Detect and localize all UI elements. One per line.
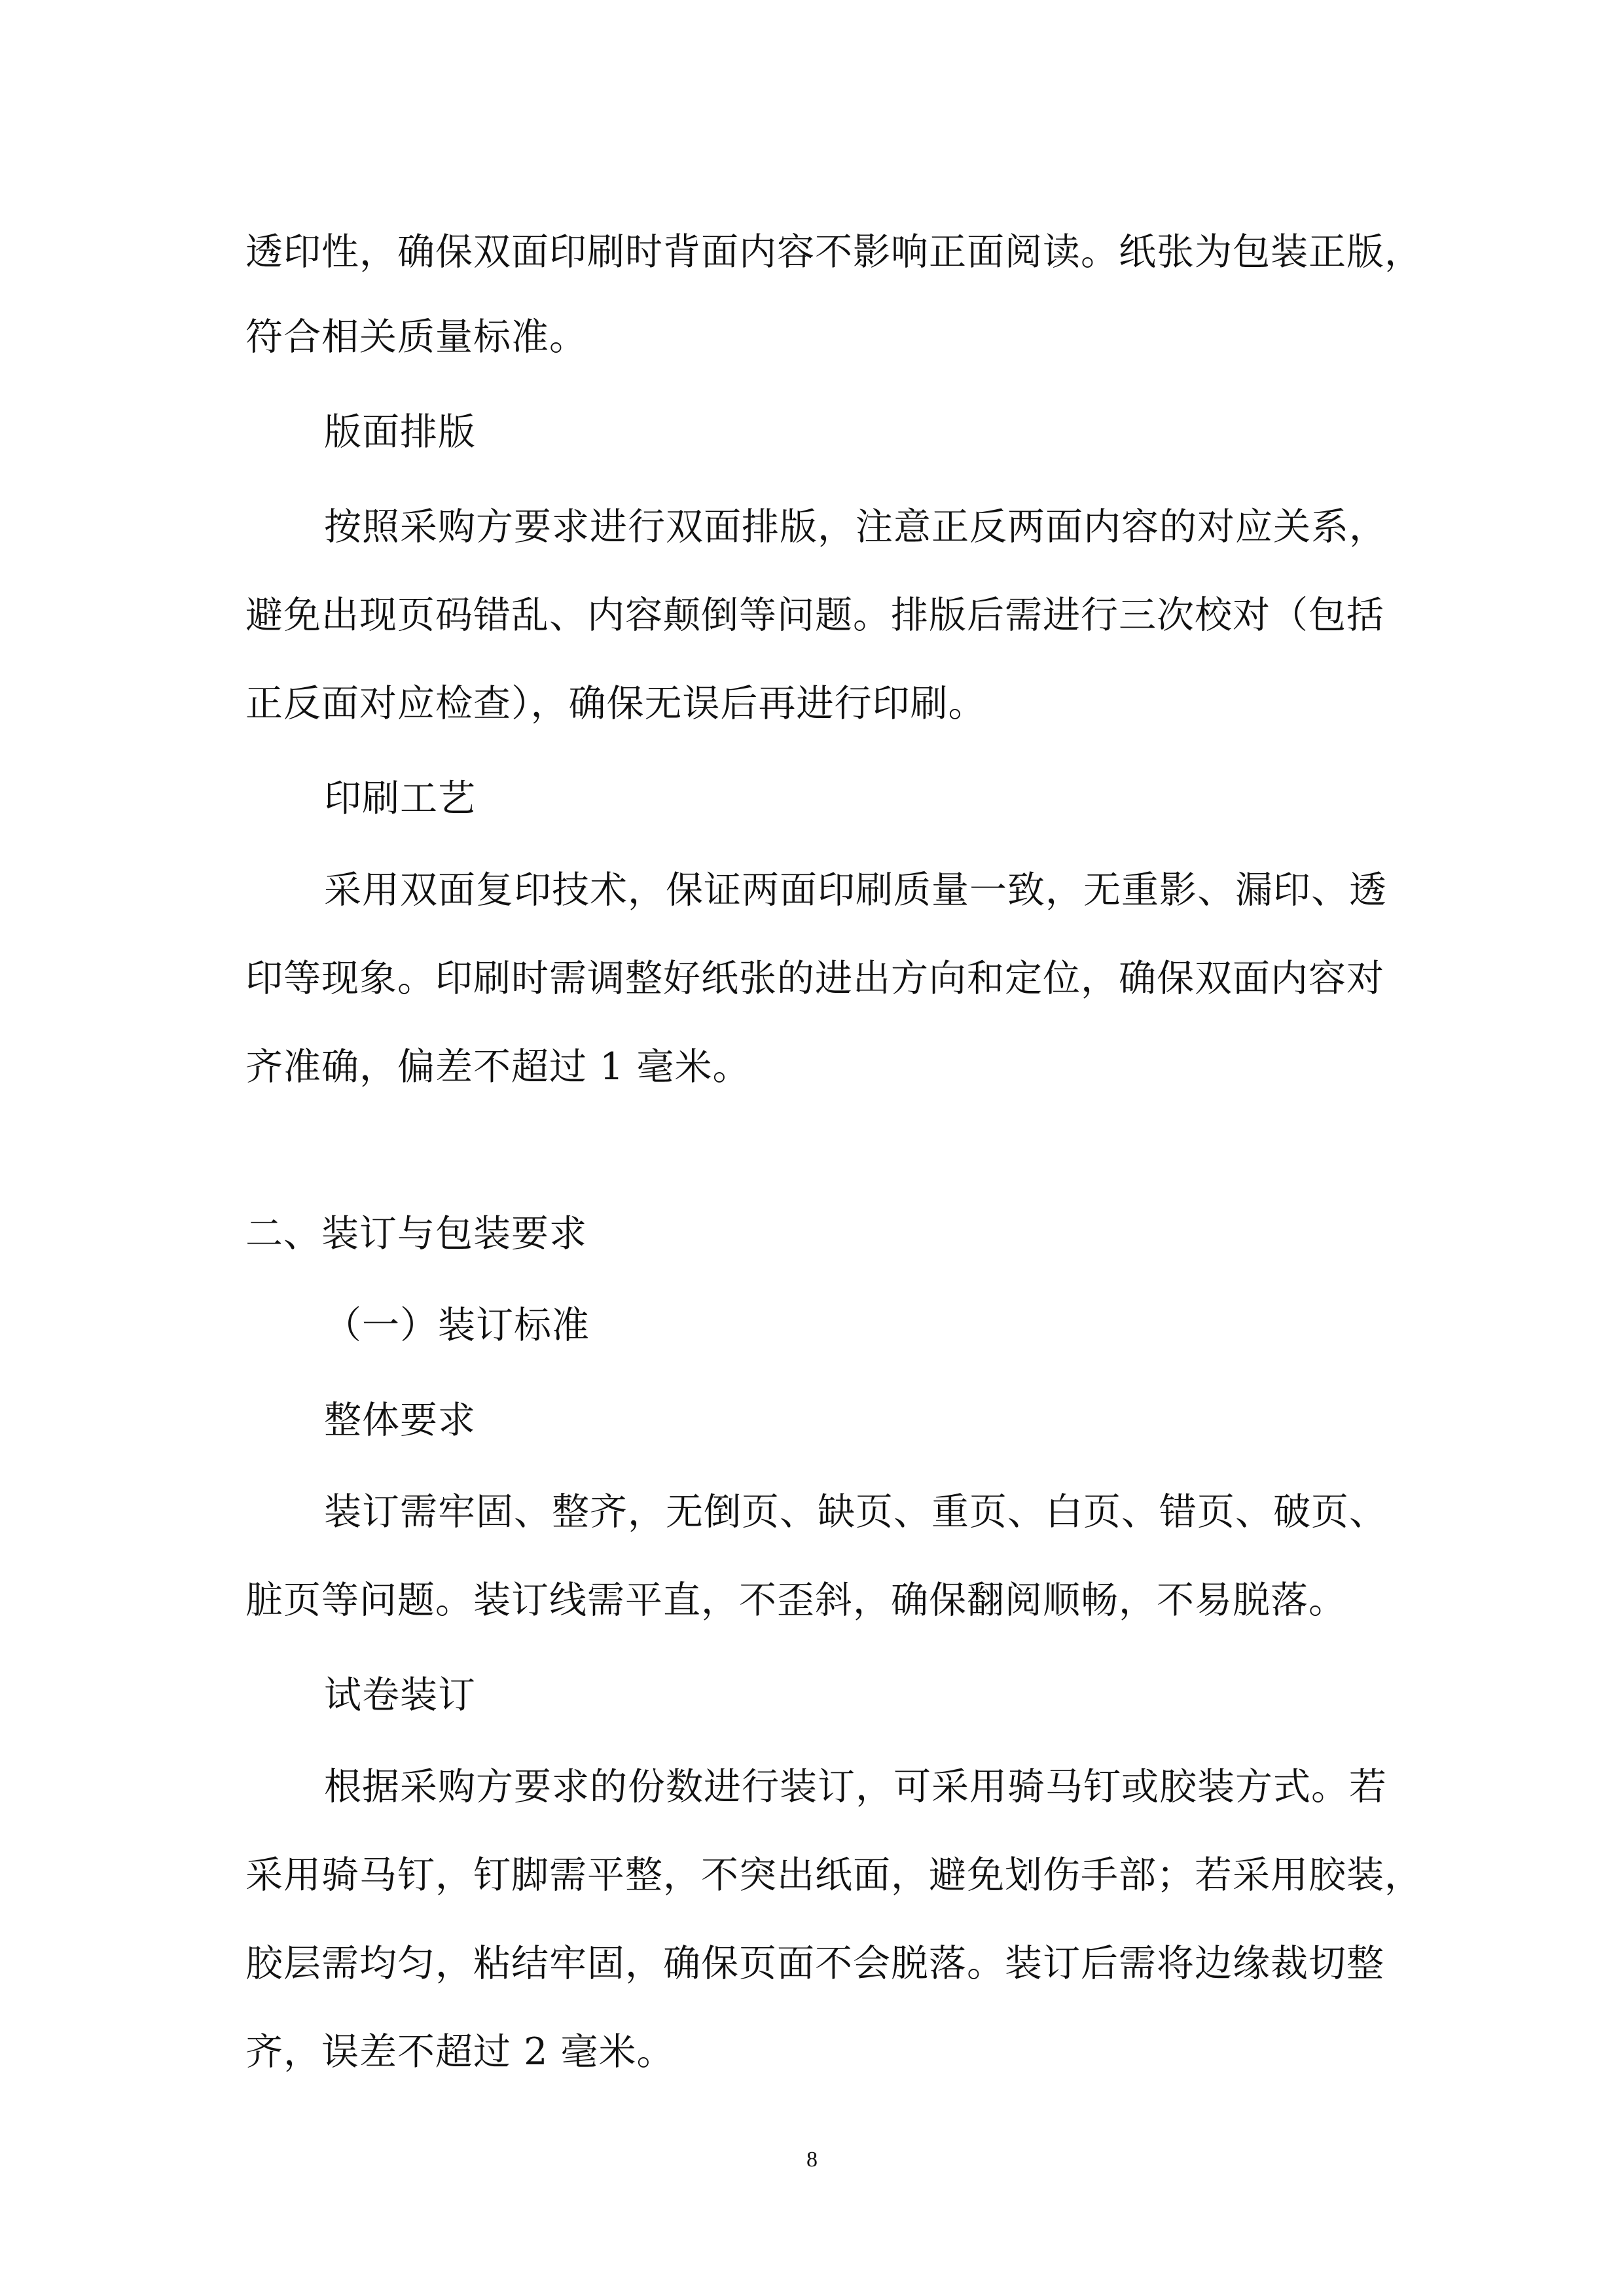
paragraph-line: 采用骑马钉，钉脚需平整，不突出纸面，避免划伤手部；若采用胶装， (245, 1854, 1422, 1897)
paragraph-line: 脏页等问题。装订线需平直，不歪斜，确保翻阅顺畅，不易脱落。 (245, 1579, 1346, 1622)
paragraph-line: 齐准确，偏差不超过 1 毫米。 (245, 1045, 751, 1088)
paragraph-line: 按照采购方要求进行双面排版，注意正反两面内容的对应关系， (324, 505, 1387, 548)
section-heading-binding: 试卷装订 (324, 1674, 476, 1717)
section-heading-printing: 印刷工艺 (324, 777, 476, 820)
paragraph-line: 正反面对应检查），确保无误后再进行印刷。 (245, 682, 986, 725)
paragraph-line: 胶层需均匀，粘结牢固，确保页面不会脱落。装订后需将边缘裁切整 (245, 1942, 1384, 1985)
paragraph-line: 齐，误差不超过 2 毫米。 (245, 2030, 675, 2073)
paragraph-line: 符合相关质量标准。 (245, 315, 587, 359)
paragraph-line: 根据采购方要求的份数进行装订，可采用骑马钉或胶装方式。若 (324, 1765, 1387, 1808)
paragraph-line: 装订需牢固、整齐，无倒页、缺页、重页、白页、错页、破页、 (324, 1490, 1387, 1534)
paragraph-line: 采用双面复印技术，保证两面印刷质量一致，无重影、漏印、透 (324, 869, 1387, 912)
page-number: 8 (806, 2147, 818, 2172)
paragraph-line: 印等现象。印刷时需调整好纸张的进出方向和定位，确保双面内容对 (245, 957, 1384, 1000)
section-heading-overall: 整体要求 (324, 1399, 476, 1442)
paragraph-line: 避免出现页码错乱、内容颠倒等问题。排版后需进行三次校对（包括 (245, 594, 1384, 637)
subsection-heading: （一）装订标准 (324, 1304, 590, 1347)
section-heading-layout: 版面排版 (324, 410, 476, 454)
chapter-heading: 二、装订与包装要求 (245, 1212, 587, 1255)
paragraph-line: 透印性，确保双面印刷时背面内容不影响正面阅读。纸张为包装正版， (245, 230, 1422, 274)
